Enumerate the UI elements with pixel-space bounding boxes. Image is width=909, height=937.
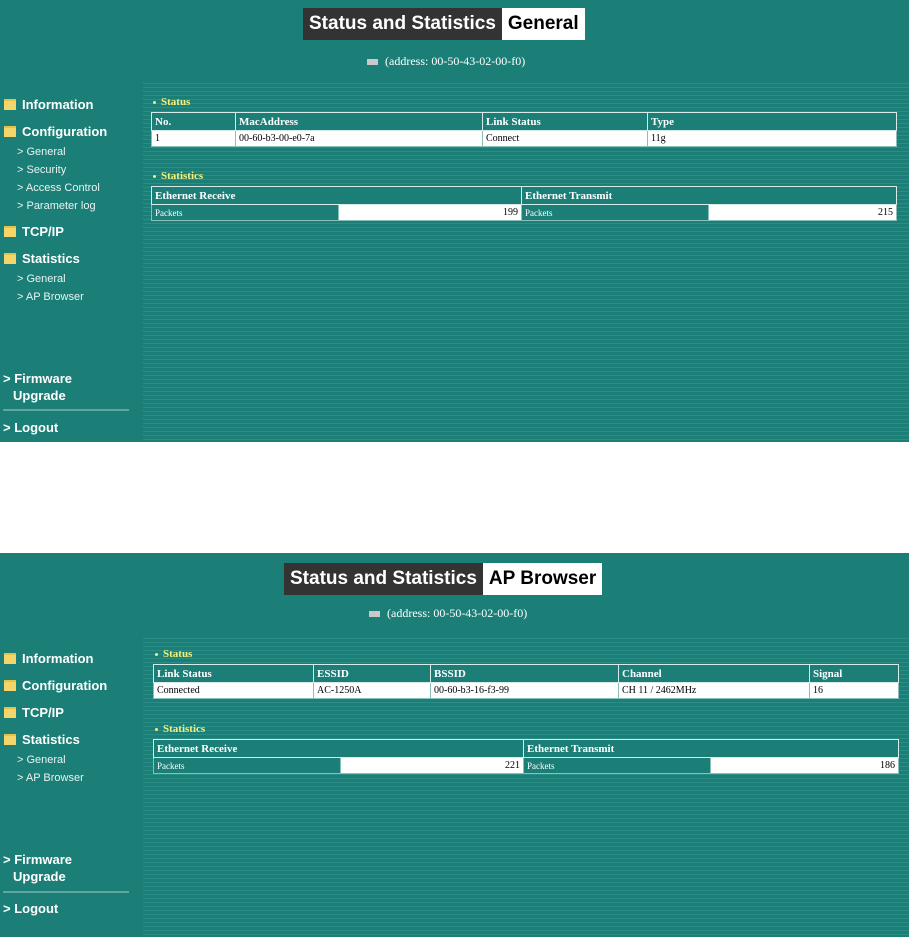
statistics-section-text: Statistics: [161, 170, 204, 182]
nav-config-parameter-log[interactable]: > Parameter log: [17, 200, 96, 212]
table-cell: AC-1250A: [314, 683, 431, 699]
sidebar: [0, 0, 140, 442]
nav-stats-ap-browser[interactable]: > AP Browser: [17, 291, 84, 303]
statistics-table: [153, 739, 899, 774]
nav-tcpip[interactable]: [4, 224, 64, 239]
bullet-icon: [155, 728, 158, 731]
ap-browser-screen: [0, 553, 909, 937]
table-cell: Packets: [524, 758, 711, 774]
nav-logout[interactable]: > Logout: [3, 901, 59, 916]
column-header: Ethernet Transmit: [524, 740, 899, 758]
table-header-row: [152, 113, 897, 131]
folder-open-icon: [4, 253, 16, 264]
table-cell: Connect: [483, 131, 648, 147]
status-table: [153, 664, 899, 699]
nav-firmware-line1: > Firmware: [3, 371, 73, 386]
status-table: [151, 112, 897, 147]
nav-firmware-line1: > Firmware: [3, 852, 73, 867]
table-cell: Connected: [154, 683, 314, 699]
column-header: Ethernet Transmit: [522, 187, 897, 205]
statistics-section-text: Statistics: [163, 723, 206, 735]
table-header-row: [154, 740, 899, 758]
column-header: No.: [152, 113, 236, 131]
column-header: Signal: [810, 665, 899, 683]
page-title-section: Status and Statistics: [303, 8, 502, 40]
folder-open-icon: [4, 126, 16, 137]
table-cell: Packets: [522, 205, 709, 221]
bullet-icon: [155, 653, 158, 656]
nav-tcpip-label: TCP/IP: [22, 224, 64, 239]
nav-divider: [3, 891, 129, 893]
table-header-row: [154, 665, 899, 683]
nav-configuration-label: Configuration: [22, 678, 108, 693]
nav-information[interactable]: [4, 97, 94, 112]
table-cell: 199: [339, 205, 522, 221]
nav-information[interactable]: [4, 651, 94, 666]
column-header: Ethernet Receive: [154, 740, 524, 758]
network-icon: [367, 59, 378, 65]
column-header: Channel: [619, 665, 810, 683]
table-cell: Packets: [152, 205, 339, 221]
page-title-subsection: General: [502, 8, 585, 40]
statistics-table: [151, 186, 897, 221]
nav-stats-general[interactable]: > General: [17, 273, 66, 285]
status-section-text: Status: [161, 96, 191, 108]
table-header-row: [152, 187, 897, 205]
nav-config-access-control[interactable]: > Access Control: [17, 182, 100, 194]
nav-stats-ap-browser[interactable]: > AP Browser: [17, 772, 84, 784]
nav-tcpip-label: TCP/IP: [22, 705, 64, 720]
statistics-section-label: [155, 723, 205, 735]
status-section-text: Status: [163, 648, 193, 660]
device-address: [367, 54, 525, 69]
nav-information-label: Information: [22, 97, 94, 112]
page-title-section: Status and Statistics: [284, 563, 483, 595]
table-cell: 11g: [648, 131, 897, 147]
column-header: Ethernet Receive: [152, 187, 522, 205]
page-title: [284, 563, 602, 595]
bullet-icon: [153, 175, 156, 178]
nav-information-label: Information: [22, 651, 94, 666]
folder-icon: [4, 653, 16, 664]
folder-icon: [4, 680, 16, 691]
page-title-subsection: AP Browser: [483, 563, 602, 595]
table-cell: Packets: [154, 758, 341, 774]
table-row: [152, 205, 897, 221]
nav-statistics-label: Statistics: [22, 732, 80, 747]
device-address-text: (address: 00-50-43-02-00-f0): [385, 54, 526, 68]
nav-configuration[interactable]: [4, 124, 107, 139]
table-cell: 186: [711, 758, 899, 774]
folder-icon: [4, 99, 16, 110]
table-cell: 221: [341, 758, 524, 774]
column-header: Link Status: [154, 665, 314, 683]
nav-logout[interactable]: > Logout: [3, 420, 59, 435]
table-row: [152, 131, 897, 147]
device-address-text: (address: 00-50-43-02-00-f0): [387, 606, 528, 620]
nav-firmware-line2: Upgrade: [13, 388, 66, 403]
nav-statistics[interactable]: [4, 251, 80, 266]
statistics-section-label: [153, 170, 203, 182]
bullet-icon: [153, 101, 156, 104]
nav-firmware-upgrade[interactable]: [3, 851, 72, 885]
table-cell: 1: [152, 131, 236, 147]
nav-statistics-label: Statistics: [22, 251, 80, 266]
network-icon: [369, 611, 380, 617]
nav-config-security[interactable]: > Security: [17, 164, 67, 176]
device-address: [369, 606, 527, 621]
nav-configuration[interactable]: [4, 678, 107, 693]
table-cell: 00-60-b3-00-e0-7a: [236, 131, 483, 147]
column-header: Type: [648, 113, 897, 131]
status-section-label: [155, 648, 192, 660]
nav-config-general[interactable]: > General: [17, 146, 66, 158]
sidebar: [0, 553, 140, 937]
folder-open-icon: [4, 734, 16, 745]
nav-firmware-upgrade[interactable]: [3, 370, 72, 404]
nav-tcpip[interactable]: [4, 705, 64, 720]
page-title: [303, 8, 585, 40]
column-header: BSSID: [431, 665, 619, 683]
table-row: [154, 758, 899, 774]
nav-divider: [3, 409, 129, 411]
nav-statistics[interactable]: [4, 732, 80, 747]
folder-icon: [4, 226, 16, 237]
table-cell: CH 11 / 2462MHz: [619, 683, 810, 699]
table-row: [154, 683, 899, 699]
table-cell: 215: [709, 205, 897, 221]
status-section-label: [153, 96, 190, 108]
nav-firmware-line2: Upgrade: [13, 869, 66, 884]
column-header: Link Status: [483, 113, 648, 131]
folder-icon: [4, 707, 16, 718]
nav-configuration-label: Configuration: [22, 124, 108, 139]
column-header: MacAddress: [236, 113, 483, 131]
table-cell: 16: [810, 683, 899, 699]
nav-stats-general[interactable]: > General: [17, 754, 66, 766]
column-header: ESSID: [314, 665, 431, 683]
general-screen: [0, 0, 909, 442]
table-cell: 00-60-b3-16-f3-99: [431, 683, 619, 699]
